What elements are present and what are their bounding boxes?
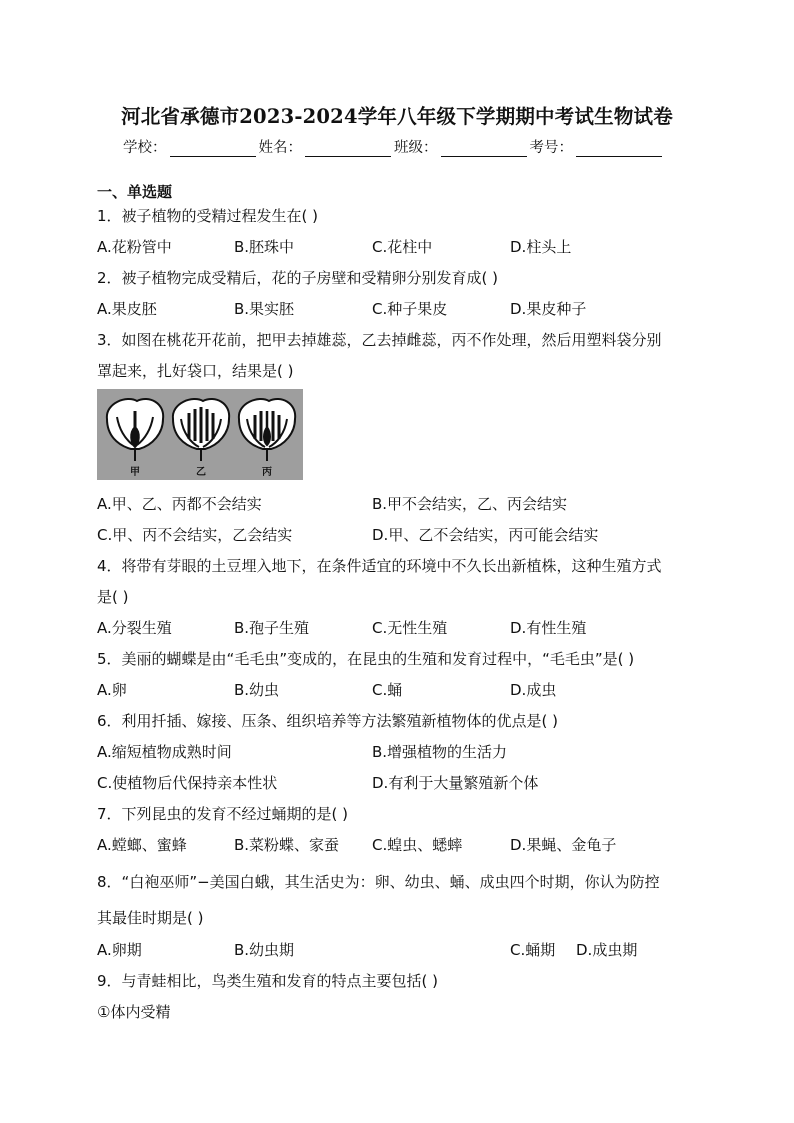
q6-option-a: A.缩短植物成熟时间 [97,743,232,761]
label-bing: 丙 [262,467,272,478]
flower-jia [107,399,163,461]
q4-option-b: B.孢子生殖 [234,619,310,637]
class-label: 班级： [394,140,438,156]
question-8-line-2: 其最佳时期是( ) [97,909,204,927]
question-3-line-1: 3．如图在桃花开花前，把甲去掉雄蕊，乙去掉雌蕊，丙不作处理，然后用塑料袋分别 [97,331,662,349]
q4-option-d: D.有性生殖 [510,619,587,637]
q8-option-d: D.成虫期 [576,941,638,959]
q3-option-d: D.甲、乙不会结实，丙可能会结实 [372,526,599,544]
number-blank [576,140,662,157]
q2-option-c: C.种子果皮 [372,300,448,318]
flower-diagram-svg [97,389,303,480]
q7-option-c: C.蝗虫、蟋蟀 [372,836,463,854]
question-8-line-1: 8．“白袍巫师”−美国白蛾，其生活史为：卵、幼虫、蛹、成虫四个时期，你认为防控 [97,873,660,891]
name-label: 姓名： [258,140,302,156]
q1-option-d: D.柱头上 [510,238,572,256]
q5-option-a: A.卵 [97,681,127,699]
student-info-line [123,136,665,157]
school-label: 学校： [123,140,167,156]
question-1: 1．被子植物的受精过程发生在( ) [97,207,319,225]
question-6: 6．利用扦插、嫁接、压条、组织培养等方法繁殖新植物体的优点是( ) [97,712,559,730]
q8-option-b: B.幼虫期 [234,941,295,959]
q8-option-c: C.蛹期 [510,941,556,959]
q5-option-c: C.蛹 [372,681,403,699]
question-4-line-2: 是( ) [97,588,129,606]
q3-option-a: A.甲、乙、丙都不会结实 [97,495,262,513]
q1-option-b: B.胚珠中 [234,238,295,256]
q6-option-d: D.有利于大量繁殖新个体 [372,774,539,792]
q4-option-a: A.分裂生殖 [97,619,172,637]
class-blank [441,140,527,157]
name-blank [305,140,391,157]
q6-option-c: C.使植物后代保持亲本性状 [97,774,278,792]
question-2: 2．被子植物完成受精后，花的子房壁和受精卵分别发育成( ) [97,269,499,287]
q2-option-b: B.果实胚 [234,300,295,318]
q6-option-b: B.增强植物的生活力 [372,743,508,761]
q1-option-c: C.花柱中 [372,238,433,256]
q3-option-b: B.甲不会结实，乙、丙会结实 [372,495,568,513]
school-blank [170,140,256,157]
question-3-line-2: 罩起来，扎好袋口，结果是( ) [97,362,294,380]
label-jia: 甲 [130,467,140,478]
q3-option-c: C.甲、丙不会结实，乙会结实 [97,526,293,544]
q1-option-a: A.花粉管中 [97,238,172,256]
flower-diagram [97,389,303,480]
section-heading: 一、单选题 [97,183,173,201]
question-4-line-1: 4．将带有芽眼的土豆埋入地下，在条件适宜的环境中不久长出新植株，这种生殖方式 [97,557,662,575]
flower-yi [173,399,229,461]
q8-option-a: A.卵期 [97,941,142,959]
q2-option-a: A.果皮胚 [97,300,157,318]
page-title: 河北省承德市2023-2024学年八年级下学期期中考试生物试卷 [121,105,673,128]
q7-option-a: A.螳螂、蜜蜂 [97,836,187,854]
number-label: 考号： [529,140,573,156]
q5-option-d: D.成虫 [510,681,557,699]
question-9: 9．与青蛙相比，鸟类生殖和发育的特点主要包括( ) [97,972,439,990]
q7-option-b: B.菜粉蝶、家蚕 [234,836,340,854]
q7-option-d: D.果蝇、金龟子 [510,836,617,854]
flower-bing [239,399,295,461]
q5-option-b: B.幼虫 [234,681,280,699]
q4-option-c: C.无性生殖 [372,619,448,637]
q9-statement-1: ①体内受精 [97,1003,171,1021]
question-7: 7．下列昆虫的发育不经过蛹期的是( ) [97,805,349,823]
q2-option-d: D.果皮种子 [510,300,587,318]
label-yi: 乙 [196,467,206,478]
question-5: 5．美丽的蝴蝶是由“毛毛虫”变成的，在昆虫的生殖和发育过程中，“毛毛虫”是( ) [97,650,635,668]
